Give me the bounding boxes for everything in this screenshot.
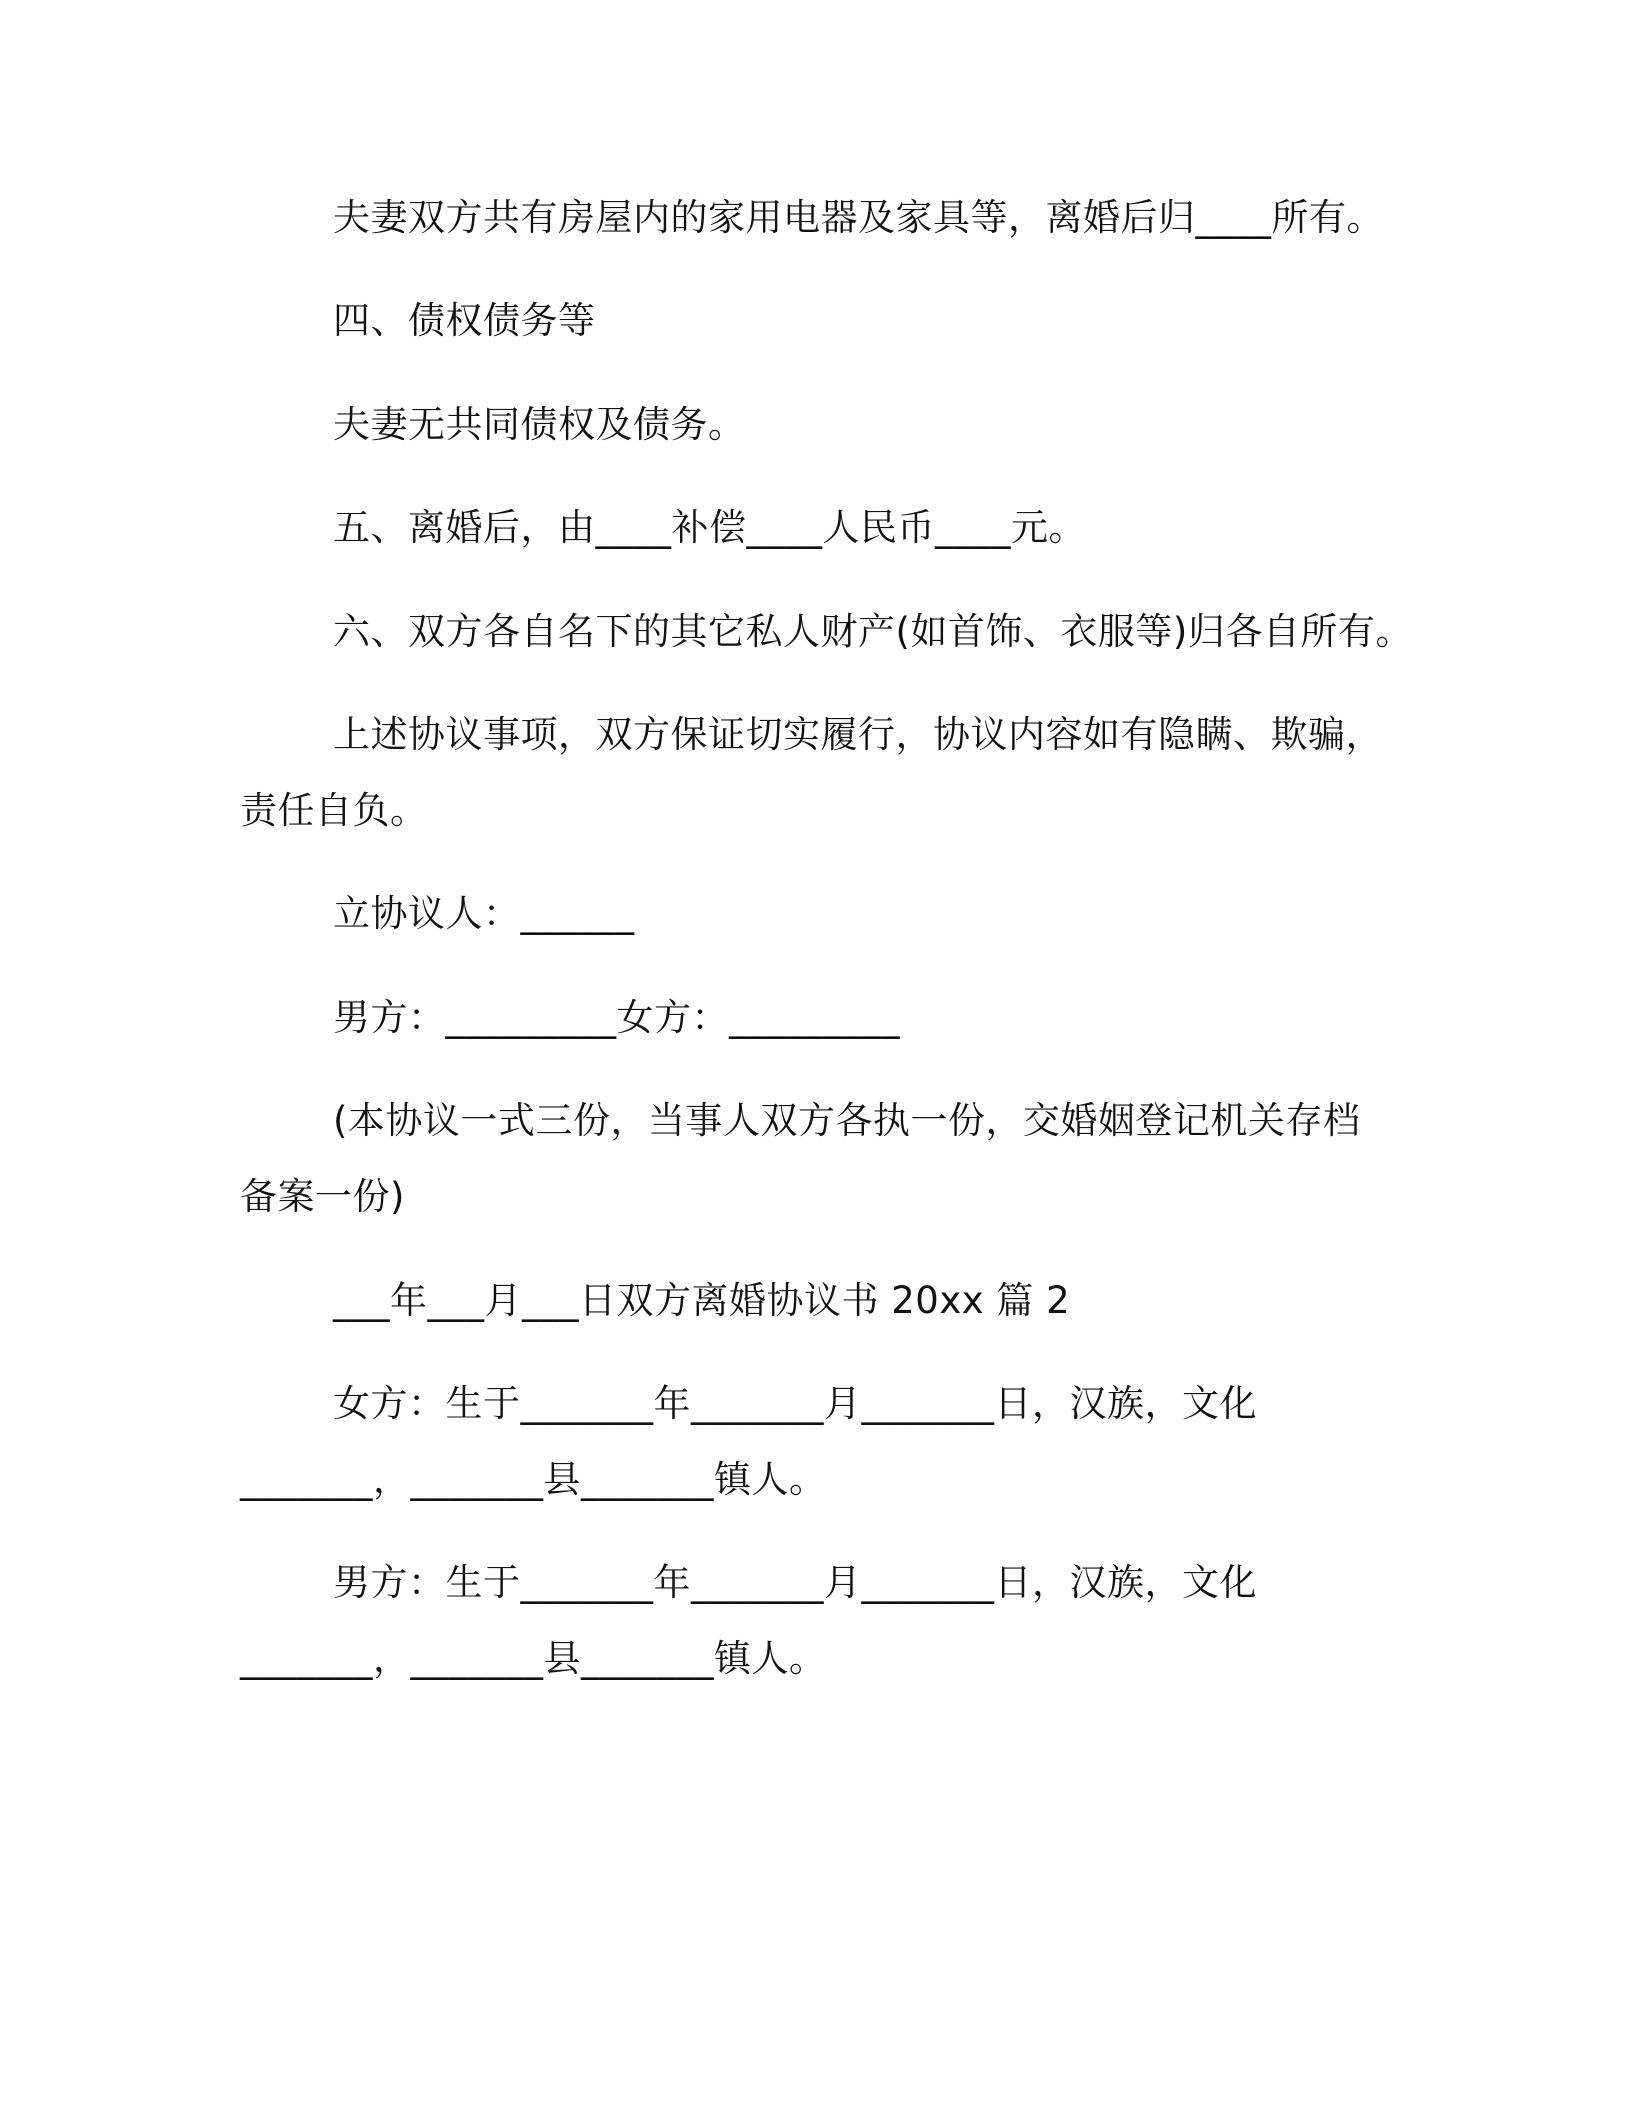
paragraph-guarantee-line-2: 责任自负。 [240,789,428,832]
copies-note-line-1: (本协议一式三份，当事人双方各执一份，交婚姻登记机关存档 [333,1099,1361,1142]
male-info-line-2: _______，_______县_______镇人。 [240,1637,827,1680]
paragraph-household-appliances: 夫妻双方共有房屋内的家用电器及家具等，离婚后归____所有。 [333,196,1384,239]
section-heading-debts: 四、债权债务等 [333,299,596,342]
paragraph-guarantee-line-1: 上述协议事项，双方保证切实履行，协议内容如有隐瞒、欺骗， [333,713,1383,756]
male-info-line-1: 男方：生于_______年_______月_______日，汉族，文化 [333,1561,1257,1604]
paragraph-no-common-debts: 夫妻无共同债权及债务。 [333,403,746,446]
date-and-title-line: ___年___月___日双方离婚协议书 20xx 篇 2 [333,1279,1071,1322]
section-private-property: 六、双方各自名下的其它私人财产(如首饰、衣服等)归各自所有。 [333,610,1413,653]
female-info-line-2: _______，_______县_______镇人。 [240,1458,827,1501]
female-info-line-1: 女方：生于_______年_______月_______日，汉族，文化 [333,1382,1257,1425]
section-compensation: 五、离婚后，由____补偿____人民币____元。 [333,506,1086,549]
male-female-signature-line: 男方：_________女方：_________ [333,996,900,1039]
signatory-line: 立协议人：______ [333,892,635,935]
copies-note-line-2: 备案一份) [240,1175,405,1218]
